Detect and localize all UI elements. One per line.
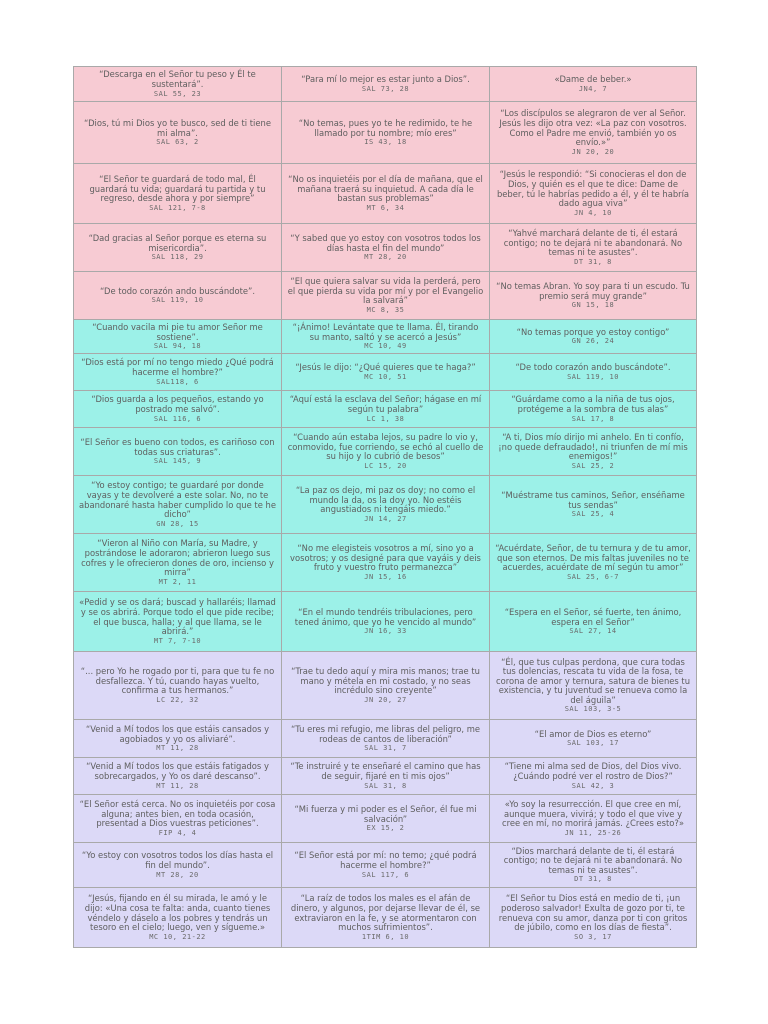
verse-row: [74, 272, 697, 320]
verse-quote: “Vieron al Niño con María, su Madre, y postrándose le adoraron; abrieron luego sus cofres y le ofrecieron dones de oro, incienso y mirra”: [81, 538, 274, 578]
verse-cell: [74, 720, 282, 758]
verse-row: [74, 224, 697, 272]
verse-reference: SAL 119, 10: [567, 372, 619, 381]
verse-reference: JN 16, 33: [364, 627, 407, 636]
verse-quote: “En el mundo tendréis tribulaciones, pero tened ánimo, que yo he vencido al mundo”: [294, 606, 477, 627]
verse-cell: [282, 224, 490, 272]
verse-quote: “Espera en el Señor, sé fuerte, ten ánimo, espera en el Señor”: [504, 606, 682, 627]
verse-quote: “Tiene mi alma sed de Dios, del Dios vivo. ¿Cuándo podré ver el rostro de Dios?”: [504, 761, 682, 781]
verse-reference: SAL 94, 18: [153, 342, 202, 351]
verse-quote: “Venid a Mí todos los que estáis cansados y agobiados y yo os aliviaré”.: [85, 723, 270, 744]
verse-reference: MT 11, 28: [156, 781, 199, 790]
verse-reference: MC 10, 49: [364, 342, 407, 351]
verse-quote: “Mi fuerza y mi poder es el Señor, él fue mi salvación”: [294, 803, 477, 824]
verse-cell: [282, 391, 490, 428]
verse-reference: LC 22, 32: [156, 695, 199, 704]
verse-cell: [282, 272, 490, 320]
verse-quote: “De todo corazón ando buscándote”.: [99, 285, 256, 296]
verse-quote: “Acuérdate, Señor, de tu ternura y de tu amor, que son eternos. De mis faltas juveniles no te acuerdes, acuérdate de mí según tu amor”: [495, 543, 691, 573]
verse-reference: SAL 121, 7-8: [149, 203, 206, 212]
verse-cell: [74, 320, 282, 354]
verse-quote: “No os inquietéis por el día de mañana, que el mañana traerá su inquietud. A cada día le bastan sus problemas”: [288, 174, 483, 204]
verse-cell: [74, 354, 282, 391]
verse-row: [74, 428, 697, 476]
verse-reference: JN 20, 27: [364, 695, 407, 704]
verse-reference: FIP 4, 4: [158, 828, 197, 837]
verse-reference: MT 11, 28: [156, 744, 199, 753]
verse-quote: «Pedid y se os dará; buscad y hallaréis; llamad y se os abrirá. Porque todo el que pide recibe; el que busca, halla; y al que llama, se le abrirá.”: [79, 597, 276, 637]
verse-cell: [490, 843, 697, 888]
verse-cell: [282, 354, 490, 391]
verse-quote: “El Señor te guardará de todo mal, Él guardará tu vida; guardará tu partida y tu regreso, desde ahora y por siempre”: [89, 174, 266, 204]
verse-quote: “La raíz de todos los males es el afán de dinero, y algunos, por dejarse llevar de él, se extraviaron en la fe, y se atormentaron con muchos sufrimientos”.: [290, 893, 481, 933]
verse-quote: “No me elegisteis vosotros a mí, sino yo a vosotros; y os designé para que vayáis y deis fruto y vuestro fruto permanezca”: [290, 543, 481, 573]
verse-row: [74, 758, 697, 795]
verse-cell: [490, 224, 697, 272]
verse-quote: “Él, que tus culpas perdona, que cura todas tus dolencias, rescata tu vida de la fosa, te corona de amor y ternura, satura de bienes tu existencia, y tu juventud se renueva como la del águila”: [495, 656, 691, 705]
verse-reference: SO 3, 17: [574, 932, 612, 941]
verse-reference: SAL 31, 7: [364, 744, 407, 753]
verse-cell: [490, 652, 697, 720]
verse-reference: LC 1, 38: [366, 414, 405, 423]
verse-cell: [74, 391, 282, 428]
verse-cell: [490, 592, 697, 652]
verse-quote: “Muéstrame tus caminos, Señor, enséñame tus sendas”: [501, 489, 685, 510]
verse-cell: [490, 795, 697, 843]
verse-cell: [282, 652, 490, 720]
verse-reference: MC 10, 21-22: [149, 932, 206, 941]
verse-reference: JN 11, 25-26: [564, 828, 622, 837]
verse-quote: “El Señor es bueno con todos, es cariñoso con todas sus criaturas”.: [80, 436, 275, 457]
verse-quote: “Venid a Mí todos los que estáis fatigados y sobrecargados, y Yo os daré descanso”.: [86, 761, 269, 781]
verse-row: [74, 843, 697, 888]
verse-cell: [74, 592, 282, 652]
verse-row: [74, 67, 697, 102]
verse-quote: “Guárdame como a la niña de tus ojos, protégeme a la sombra de tus alas”: [511, 394, 675, 414]
verse-cell: [282, 164, 490, 224]
verse-cell: [74, 652, 282, 720]
verse-quote: “La paz os dejo, mi paz os doy; no como el mundo la da, os la doy yo. No estéis angustiados ni tengáis miedo.”: [295, 485, 476, 515]
verse-row: [74, 102, 697, 164]
verse-cell: [282, 888, 490, 948]
verse-cell: [74, 476, 282, 534]
verse-quote: “Jesús le dijo: “¿Qué quieres que te haga?”: [295, 362, 476, 373]
verse-cell: [282, 758, 490, 795]
verse-quote: “El que quiera salvar su vida la perderá, pero el que pierda su vida por mí y por el Evangelio la salvará”: [287, 276, 484, 306]
verse-cell: [282, 67, 490, 102]
verse-reference: MC 8, 35: [366, 305, 405, 314]
verse-reference: EX 15, 2: [366, 824, 405, 833]
verse-quote: “Dios guarda a los pequeños, estando yo postrado me salvó”.: [91, 394, 264, 414]
verse-cell: [282, 428, 490, 476]
verse-reference: DT 31, 8: [574, 257, 612, 266]
verse-quote: “Dios marchará delante de ti, él estará contigo; no te dejará ni te abandonará. No temas ni te asustes”.: [503, 845, 683, 875]
verse-cell: [282, 720, 490, 758]
verse-cell: [490, 758, 697, 795]
verse-row: [74, 164, 697, 224]
verse-cell: [74, 843, 282, 888]
verse-reference: MT 2, 11: [158, 577, 197, 586]
verse-reference: SAL 25, 2: [571, 461, 615, 470]
verse-reference: SAL 42, 3: [571, 781, 615, 790]
verse-reference: SAL 119, 10: [151, 296, 204, 305]
verse-row: [74, 391, 697, 428]
verse-cell: [490, 391, 697, 428]
verse-quote: “Para mí lo mejor es estar junto a Dios”.: [301, 74, 470, 85]
verse-quote: “Cuando aún estaba lejos, su padre lo vio y, conmovido, fue corriendo, se echó al cuello de su hijo y lo cubrió de besos”: [287, 432, 484, 462]
verse-reference: SAL 27, 14: [569, 627, 617, 636]
verse-cell: [74, 102, 282, 164]
verse-reference: SAL 117, 6: [361, 870, 410, 879]
verse-quote: “No temas porque yo estoy contigo”: [516, 326, 670, 337]
verse-row: [74, 354, 697, 391]
verse-cell: [282, 102, 490, 164]
verse-cell: [282, 592, 490, 652]
verse-cell: [282, 476, 490, 534]
verse-cell: [282, 843, 490, 888]
verse-cell: [282, 320, 490, 354]
verse-cell: [490, 320, 697, 354]
verse-reference: JN 4, 10: [574, 208, 612, 217]
verse-row: [74, 476, 697, 534]
verse-reference: 1TIM 6, 10: [361, 932, 410, 941]
verse-quote: “No temas Abran. Yo soy para ti un escudo. Tu premio será muy grande”: [496, 280, 690, 301]
verse-reference: SAL 116, 6: [153, 414, 202, 423]
verse-cell: [490, 428, 697, 476]
verse-row: [74, 720, 697, 758]
verse-row: [74, 320, 697, 354]
verse-row: [74, 652, 697, 720]
verse-reference: GN 28, 15: [156, 519, 199, 528]
verse-cell: [282, 534, 490, 592]
verse-reference: SAL 25, 4: [571, 510, 615, 519]
verse-quote: “Jesús le respondió: “Si conocieras el don de Dios, y quién es el que te dice: Dame de beber, tú le habrías pedido a él, y él te habría dado agua viva”: [496, 169, 690, 209]
verse-reference: MT 6, 34: [366, 203, 405, 212]
verse-quote: “Aquí está la esclava del Señor; hágase en mí según tu palabra”: [289, 394, 482, 414]
verse-reference: JN 14, 27: [364, 514, 407, 523]
verse-cell: [74, 795, 282, 843]
verse-reference: DT 31, 8: [574, 875, 612, 884]
verse-quote: “El Señor tu Dios está en medio de ti, ¡un poderoso salvador! Exulta de gozo por ti, te renueva con su amor, danza por ti con gritos de júbilo, como en los días de fiesta”.: [498, 893, 688, 933]
verse-quote: “Cuando vacila mi pie tu amor Señor me sostiene”.: [92, 321, 263, 342]
verse-quote: «Dame de beber.»: [554, 74, 632, 85]
verse-quote: “El amor de Dios es eterno”: [534, 728, 652, 739]
verse-reference: MC 10, 51: [364, 372, 407, 381]
verse-row: [74, 795, 697, 843]
verse-reference: SAL 145, 9: [153, 457, 202, 466]
verse-reference: SAL 17, 8: [571, 414, 615, 423]
verse-quote: “Y sabed que yo estoy con vosotros todos los días hasta el fin del mundo”: [290, 232, 481, 253]
verse-quote: “Dios, tú mi Dios yo te busco, sed de ti tiene mi alma”.: [84, 117, 271, 138]
verse-reference: SAL 25, 6-7: [567, 572, 619, 581]
verse-quote: “Jesús, fijando en él su mirada, le amó y le dijo: «Una cosa te falta: anda, cuanto tienes véndelo y dáselo a los pobres y tendrás un tesoro en el cielo; luego, ven y sígueme.»: [84, 893, 271, 933]
verse-cell: [490, 534, 697, 592]
verse-quote: “¡Ánimo! Levántate que te llama. Él, tirando su manto, saltó y se acercó a Jesús”: [292, 321, 479, 342]
verse-quote: “No temas, pues yo te he redimido, te he llamado por tu nombre; mío eres”: [298, 117, 473, 138]
verse-cell: [74, 888, 282, 948]
verse-reference: SAL 63, 2: [156, 138, 199, 147]
verse-reference: MT 28, 20: [156, 870, 199, 879]
verse-quote: “Te instruiré y te enseñaré el camino que has de seguir, fijaré en ti mis ojos”: [290, 761, 481, 781]
verse-cell: [74, 224, 282, 272]
verse-cell: [74, 272, 282, 320]
verse-cell: [490, 164, 697, 224]
verse-cell: [490, 354, 697, 391]
verse-cell: [490, 888, 697, 948]
verse-reference: SAL 55, 23: [153, 89, 202, 98]
verse-cell: [74, 758, 282, 795]
verse-reference: JN 20, 20: [571, 147, 615, 156]
verse-reference: IS 43, 18: [364, 138, 407, 147]
verse-quote: “Yo estoy contigo; te guardaré por donde vayas y te devolveré a este solar. No, no te abandonaré hasta haber cumplido lo que te he dicho”: [79, 480, 276, 520]
verse-quote: “El Señor está cerca. No os inquietéis por cosa alguna; antes bien, en toda ocasión, presentad a Dios vuestras peticiones”.: [79, 799, 276, 829]
verse-table-body: [74, 67, 697, 948]
verse-cell: [490, 67, 697, 102]
verse-quote: «Yo soy la resurrección. El que cree en mí, aunque muera, vivirá; y todo el que vive y cree en mí, no morirá jamás. ¿Crees esto?»: [502, 799, 684, 829]
verse-reference: SAL 73, 28: [361, 84, 410, 93]
verse-reference: GN 15, 18: [571, 301, 615, 310]
verse-row: [74, 592, 697, 652]
verse-cell: [490, 102, 697, 164]
verse-row: [74, 534, 697, 592]
verse-reference: SAL 31, 8: [364, 781, 407, 790]
verse-quote: “Yahvé marchará delante de ti, él estará contigo; no te dejará ni te abandonará. No temas ni te asustes”.: [503, 228, 683, 258]
verse-reference: LC 15, 20: [364, 461, 407, 470]
verse-reference: SAL 118, 29: [151, 253, 204, 262]
verse-cell: [490, 720, 697, 758]
verse-quote: “Dad gracias al Señor porque es eterna su misericordia”.: [88, 232, 267, 253]
verse-cell: [490, 476, 697, 534]
verse-reference: JN4, 7: [578, 84, 608, 93]
verse-quote: “Yo estoy con vosotros todos los días hasta el fin del mundo”.: [81, 850, 274, 870]
verse-cell: [74, 534, 282, 592]
verse-cell: [74, 428, 282, 476]
verse-reference: SAL118, 6: [156, 377, 199, 386]
verse-quote: “Dios está por mí no tengo miedo ¿Qué podrá hacerme el hombre?”: [81, 357, 274, 377]
verse-reference: SAL 103, 3-5: [564, 705, 622, 714]
verse-quote: “Descarga en el Señor tu peso y Él te sustentará”.: [99, 69, 256, 89]
verse-quote: “Los discípulos se alegraron de ver al Señor. Jesús les dijo otra vez: «La paz con vosotros. Como el Padre me envió, también yo os envío.»”: [499, 108, 687, 148]
verse-quote: “Trae tu dedo aquí y mira mis manos; trae tu mano y métela en mi costado, y no seas incrédulo sino creyente”: [291, 666, 480, 696]
verse-quote: “... pero Yo he rogado por ti, para que tu fe no desfallezca. Y tú, cuando hayas vuelto, confirma a tus hermanos.”: [80, 666, 275, 696]
verse-quote: “De todo corazón ando buscándote”.: [515, 362, 671, 373]
verse-reference: JN 15, 16: [364, 572, 407, 581]
verse-row: [74, 888, 697, 948]
verse-table: [73, 66, 697, 948]
verse-quote: “El Señor está por mí: no temo; ¿qué podrá hacerme el hombre?”: [294, 850, 477, 870]
verse-cell: [490, 272, 697, 320]
verse-cell: [74, 164, 282, 224]
verse-reference: MT 7, 7-10: [153, 636, 202, 645]
verse-cell: [282, 795, 490, 843]
verse-reference: GN 26, 24: [571, 337, 615, 346]
verse-quote: “A ti, Dios mío dirijo mi anhelo. En ti confío, ¡no quede defraudado!, ni triunfen de mí mis enemigos!”: [498, 432, 688, 462]
verse-quote: “Tu eres mi refugio, me libras del peligro, me rodeas de cantos de liberación”: [290, 723, 481, 744]
verse-reference: SAL 103, 17: [567, 739, 619, 748]
verse-cell: [74, 67, 282, 102]
verse-reference: MT 28, 20: [364, 253, 407, 262]
